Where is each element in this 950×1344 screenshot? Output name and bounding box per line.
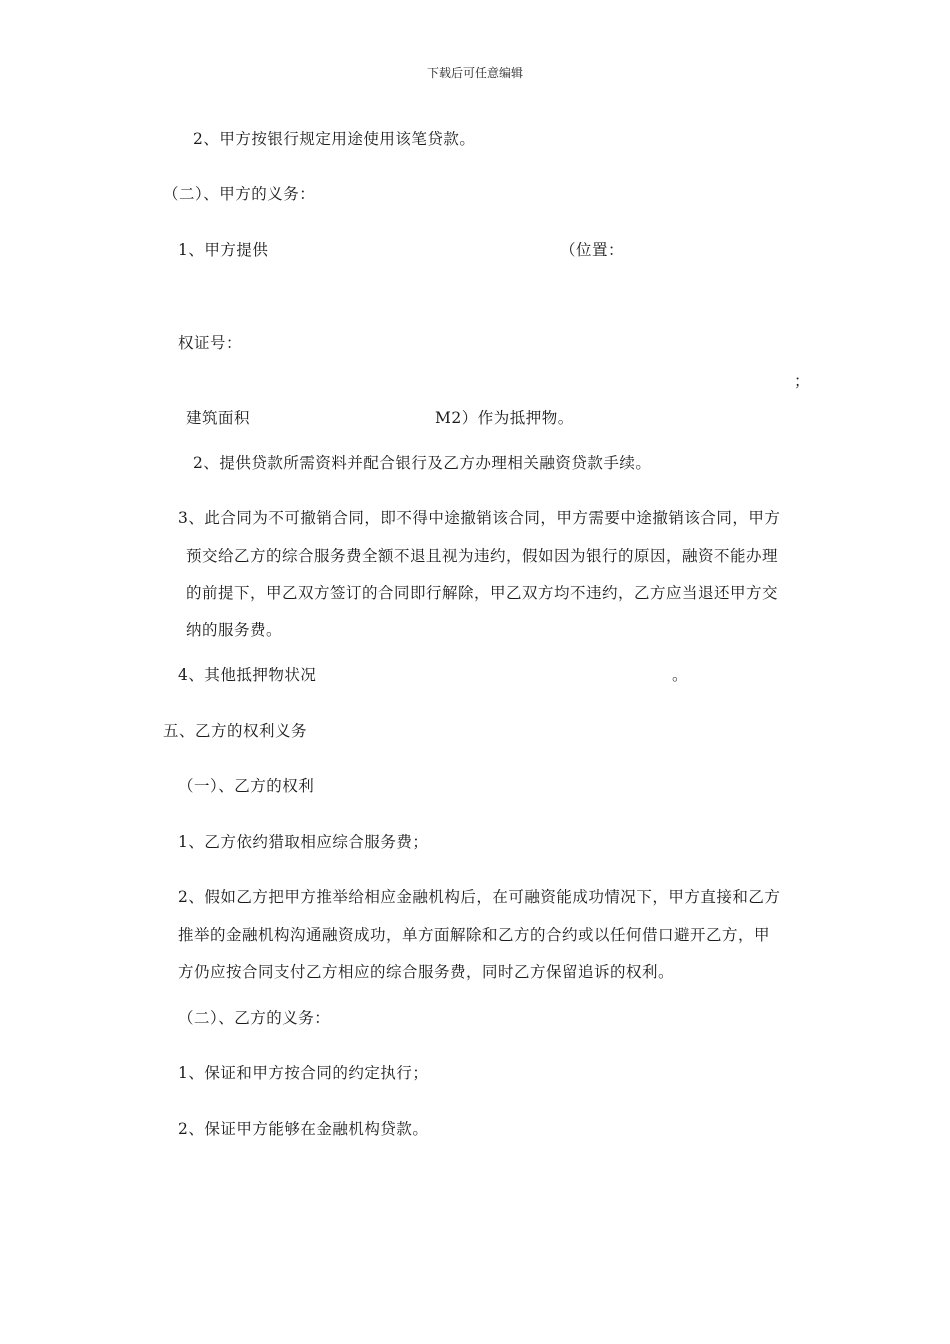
clause-other-collateral: 4、其他抵押物状况	[178, 666, 317, 684]
paragraph-line: 方仍应按合同支付乙方相应的综合服务费，同时乙方保留追诉的权利。	[178, 963, 675, 981]
paragraph-line: 2、假如乙方把甲方推举给相应金融机构后，在可融资能成功情况下，甲方直接和乙方	[178, 888, 781, 906]
paragraph-line: 3、此合同为不可撤销合同，即不得中途撤销该合同，甲方需要中途撤销该合同，甲方	[178, 509, 781, 527]
page-header: 下载后可任意编辑	[426, 66, 523, 80]
paragraph-line: 的前提下，甲乙双方签订的合同即行解除，甲乙双方均不违约，乙方应当退还甲方交	[186, 584, 779, 602]
building-area-label: 建筑面积	[186, 409, 251, 427]
clause-execute-contract: 1、保证和甲方按合同的约定执行；	[178, 1064, 429, 1082]
section-party-b-rights-obligations: 五、乙方的权利义务	[163, 722, 308, 740]
clause-guarantee-loan: 2、保证甲方能够在金融机构贷款。	[178, 1120, 429, 1138]
subsection-party-b-rights: （一）、乙方的权利	[178, 777, 315, 795]
semicolon-mark: ；	[794, 372, 811, 390]
location-label: （位置：	[560, 241, 625, 259]
paragraph-line: 预交给乙方的综合服务费全额不退且视为违约，假如因为银行的原因，融资不能办理	[186, 547, 779, 565]
paragraph-line: 推举的金融机构沟通融资成功，单方面解除和乙方的合约或以任何借口避开乙方，甲	[178, 926, 771, 944]
clause-provide-collateral: 1、甲方提供	[178, 241, 269, 259]
collateral-unit-text: M2）作为抵押物。	[435, 409, 574, 427]
clause-service-fee: 1、乙方依约猎取相应综合服务费；	[178, 833, 429, 851]
subsection-party-b-obligations: （二）、乙方的义务：	[178, 1009, 331, 1027]
period-mark: 。	[672, 666, 689, 684]
certificate-number-label: 权证号：	[178, 334, 243, 352]
section-party-a-obligations: （二）、甲方的义务：	[163, 185, 316, 203]
paragraph-line: 纳的服务费。	[186, 621, 283, 639]
clause-a-usage: 2、甲方按银行规定用途使用该笔贷款。	[193, 130, 476, 148]
clause-provide-documents: 2、提供贷款所需资料并配合银行及乙方办理相关融资贷款手续。	[193, 454, 652, 472]
